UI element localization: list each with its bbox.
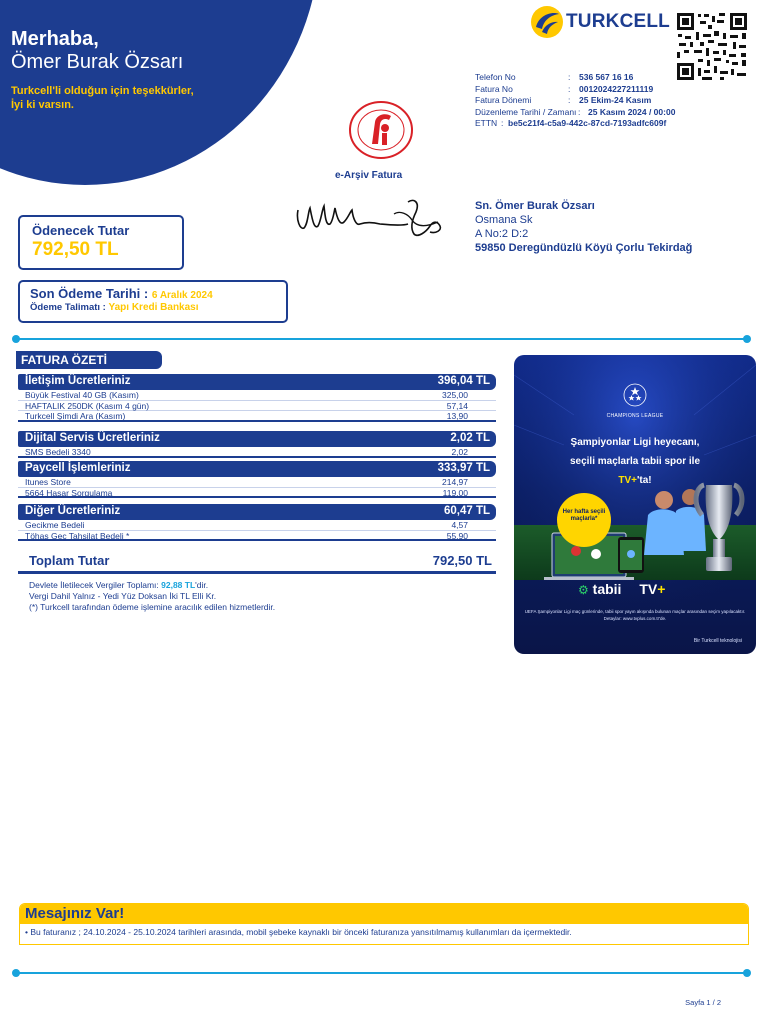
line-item <box>18 401 496 412</box>
line-item-amount: 2,02 <box>451 447 468 457</box>
line-item-name: Büyük Festival 40 GB (Kasım) <box>25 390 139 400</box>
tax-value: 92,88 TL <box>161 580 196 590</box>
gib-seal-icon <box>345 100 417 160</box>
payment-bank: Yapı Kredi Bankası <box>108 302 199 313</box>
total-label: Toplam Tutar <box>29 553 110 568</box>
divider-bottom <box>14 972 749 974</box>
line-item-name: Turkcell Şimdi Ara (Kasım) <box>25 411 126 421</box>
signature-icon <box>290 188 450 250</box>
section-total: 60,47 TL <box>443 505 490 517</box>
summary-section <box>18 431 496 458</box>
recipient-line3: 59850 Deregündüzlü Köyü Çorlu Tekirdağ <box>475 242 693 254</box>
info-sep: : <box>568 72 571 82</box>
total-value: 792,50 TL <box>432 553 492 568</box>
message-text: • Bu faturanız ; 24.10.2024 - 25.10.2024 tarihleri arasında, mobil şebeke kaynaklı bir önceki faturanıza yansıtılmamış kullanımları da içermektedir. <box>25 927 572 937</box>
weekly-badge: Her hafta seçili maçlarla* <box>557 493 611 547</box>
payment-instruction-label: Ödeme Talimatı : <box>30 302 106 313</box>
info-label: Fatura Dönemi <box>475 95 532 105</box>
line-item <box>18 447 496 458</box>
line-item <box>18 520 496 531</box>
section-title: Diğer Ücretleriniz <box>25 505 121 517</box>
info-label: ETTN <box>475 118 498 128</box>
summary-section <box>18 461 496 498</box>
due-date-value: 6 Aralık 2024 <box>151 290 213 301</box>
recipient-address <box>475 199 692 255</box>
total-row <box>18 549 496 574</box>
line-item <box>18 390 496 401</box>
line-item-name: SMS Bedeli 3340 <box>25 447 91 457</box>
ad-headline <box>514 433 756 490</box>
ad-footer: Bir Turkcell teknolojisi <box>693 638 742 644</box>
line-item <box>18 531 496 542</box>
info-value-ettn: be5c21f4-c5a9-442c-87cd-7193adfc609f <box>508 118 667 128</box>
greeting-thanks-line1: Turkcell'li olduğun için teşekkürler, <box>11 85 194 97</box>
earsiv-label: e-Arşiv Fatura <box>335 170 403 181</box>
info-label: Telefon No <box>475 72 516 82</box>
ad-brand-row <box>578 581 665 597</box>
summary-title: FATURA ÖZETİ <box>16 351 162 369</box>
section-total: 2,02 TL <box>450 432 490 444</box>
section-header <box>18 461 496 477</box>
info-value-phone: 536 567 16 16 <box>579 72 634 82</box>
line-item-amount: 55,90 <box>446 530 468 541</box>
section-total: 333,97 TL <box>437 462 490 474</box>
payment-instruction-row <box>30 302 286 313</box>
due-date-box <box>18 280 288 323</box>
tvplus-plus: + <box>657 581 666 597</box>
info-label: Fatura No <box>475 83 513 94</box>
recipient-line2: A No:2 D:2 <box>475 228 529 240</box>
line-item <box>18 411 496 422</box>
line-item-name: 5664 Hasar Sorgulama <box>25 487 113 498</box>
line-item <box>18 477 496 488</box>
divider-top <box>14 338 749 340</box>
ad-headline-1: Şampiyonlar Ligi heyecanı, <box>570 437 700 448</box>
page-number: Sayfa 1 / 2 <box>685 998 721 1007</box>
recipient-name: Sn. Ömer Burak Özsarı <box>475 200 595 212</box>
line-item <box>18 488 496 499</box>
line-item-name: Töhaş Geç Tahsilat Bedeli * <box>25 530 130 541</box>
tax-suffix: 'dir. <box>195 580 209 590</box>
tax-prefix: Devlete İletilecek Vergiler Toplamı: <box>29 580 162 590</box>
due-date-label: Son Ödeme Tarihi : <box>30 286 149 301</box>
line-item-amount: 214,97 <box>442 477 468 487</box>
info-sep: : <box>501 118 504 128</box>
section-header <box>18 504 496 520</box>
line-item-amount: 119,00 <box>442 487 468 498</box>
line-item-name: Itunes Store <box>25 477 71 487</box>
info-sep: : <box>568 83 571 94</box>
amount-due-box <box>18 215 184 270</box>
summary-section <box>18 374 496 422</box>
footnote: (*) Turkcell tarafından ödeme işlemine aracılık edilen hizmetlerdir. <box>29 602 276 612</box>
tabii-logo-icon: ⚙ <box>578 583 589 597</box>
qr-code-icon <box>676 12 748 81</box>
tax-notes <box>29 580 275 613</box>
line-item-amount: 4,57 <box>451 520 468 530</box>
champions-league-ad[interactable] <box>514 355 756 654</box>
summary-section <box>18 504 496 541</box>
greeting-thanks <box>11 84 194 112</box>
info-value-period: 25 Ekim-24 Kasım <box>579 95 652 105</box>
amount-in-words: Vergi Dahil Yalnız - Yedi Yüz Doksan İki TL Elli Kr. <box>29 591 217 601</box>
ad-headline-2: seçili maçlarla tabii spor ile <box>569 456 701 467</box>
section-header <box>18 431 496 447</box>
line-item-amount: 13,90 <box>446 411 468 421</box>
line-item-amount: 57,14 <box>446 400 468 411</box>
recipient-line1: Osmana Sk <box>475 214 533 226</box>
turkcell-logo <box>530 4 672 40</box>
line-item-amount: 325,00 <box>442 390 468 400</box>
ad-tvplus: TV+ <box>618 475 637 486</box>
turkcell-wordmark: TURKCELL <box>566 11 670 32</box>
line-item-name: Gecikme Bedeli <box>25 520 85 530</box>
amount-due-value: 792,50 TL <box>32 239 119 260</box>
tvplus-text: TV <box>639 581 658 597</box>
section-title: Paycell İşlemleriniz <box>25 462 131 474</box>
ad-disclaimer: UEFA Şampiyonlar Ligi maç günlerinde, tabii spor yayın akışında bulunan maçlar arasından seçim yapılacaktır. Detaylar: www.tvplus.com.tr'de. <box>524 609 746 621</box>
section-title: İletişim Ücretleriniz <box>25 375 131 387</box>
line-item-name: HAFTALIK 250DK (Kasım 4 gün) <box>25 400 150 411</box>
info-label: Düzenleme Tarihi / Zamanı <box>475 106 577 117</box>
greeting-hello: Merhaba, <box>11 28 99 50</box>
info-value-invoice-no: 0012024227211119 <box>579 83 654 94</box>
info-sep: : <box>578 106 581 117</box>
greeting-block <box>11 28 194 112</box>
section-header <box>18 374 496 390</box>
ad-headline-3 <box>514 471 756 490</box>
tvplus-wordmark <box>639 581 665 597</box>
message-title: Mesajınız Var! <box>20 904 748 924</box>
section-title: Dijital Servis Ücretleriniz <box>25 432 160 444</box>
section-total: 396,04 TL <box>437 375 490 387</box>
match-phone-image <box>618 537 644 573</box>
message-box <box>19 903 749 945</box>
ad-headline-3-suffix: 'ta! <box>637 475 652 486</box>
league-name: CHAMPIONS LEAGUE <box>606 413 664 419</box>
amount-due-label: Ödenecek Tutar <box>32 223 130 238</box>
tax-total-line <box>29 580 275 591</box>
info-sep: : <box>568 95 571 105</box>
due-date-row <box>30 286 286 301</box>
turkcell-logo-icon <box>530 5 564 39</box>
tabii-wordmark: tabii <box>592 581 622 597</box>
greeting-name: Ömer Burak Özsarı <box>11 51 184 73</box>
greeting-thanks-line2: İyi ki varsın. <box>11 99 74 111</box>
info-value-issue: 25 Kasım 2024 / 00:00 <box>588 106 676 117</box>
